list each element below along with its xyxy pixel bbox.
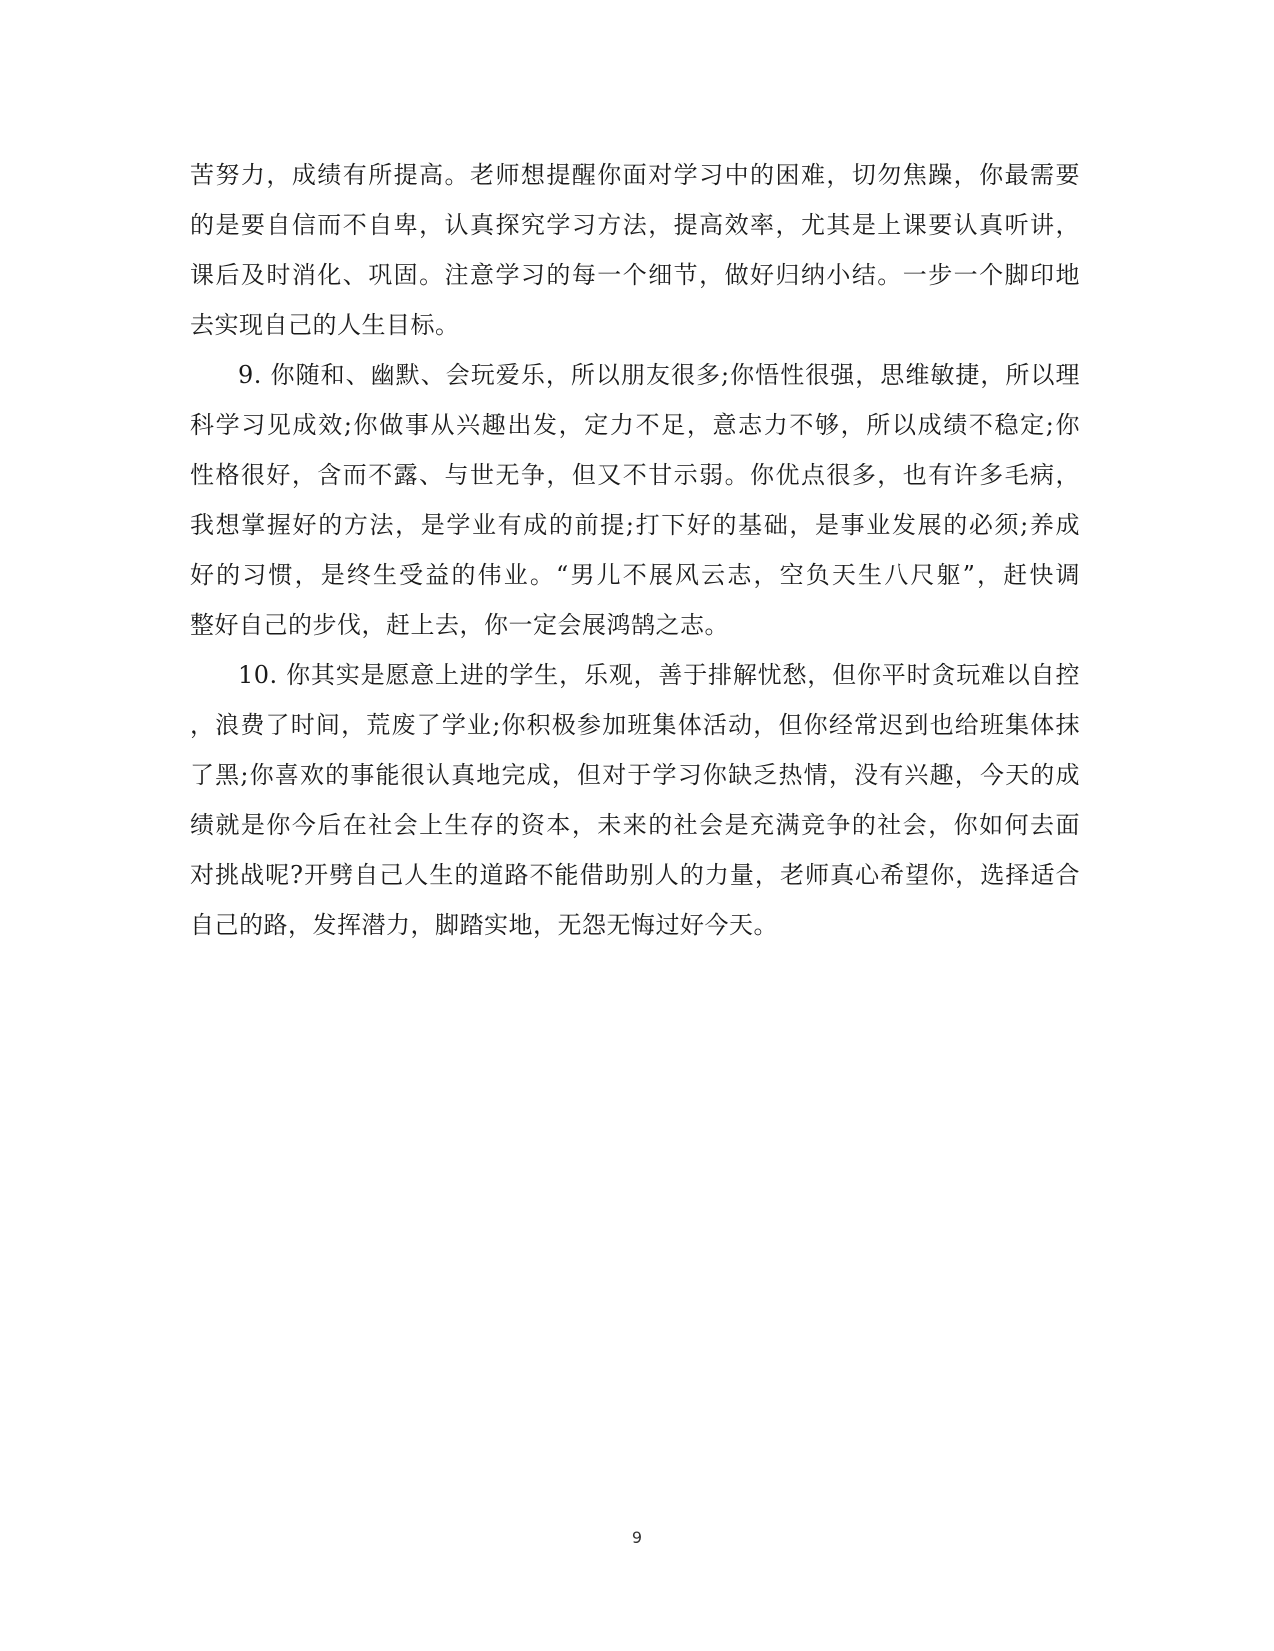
text-line: 整好自己的步伐，赶上去，你一定会展鸿鹄之志。: [190, 611, 729, 639]
text-line: 的是要自信而不自卑，认真探究学习方法，提高效率，尤其是上课要认真听讲，: [190, 211, 1080, 239]
text-line: 好的习惯，是终生受益的伟业。“男儿不展风云志，空负天生八尺躯”，赶快调: [190, 561, 1080, 589]
text-line: 性格很好，含而不露、与世无争，但又不甘示弱。你优点很多，也有许多毛病，: [190, 461, 1080, 489]
page-number: 9: [631, 1528, 643, 1547]
text-line: 科学习见成效;你做事从兴趣出发，定力不足，意志力不够，所以成绩不稳定;你: [190, 411, 1080, 439]
text-line: 我想掌握好的方法，是学业有成的前提;打下好的基础，是事业发展的必须;养成: [190, 511, 1080, 539]
text-line: 了黑;你喜欢的事能很认真地完成，但对于学习你缺乏热情，没有兴趣，今天的成: [190, 761, 1080, 789]
text-line: ，浪费了时间，荒废了学业;你积极参加班集体活动，但你经常迟到也给班集体抹: [190, 711, 1080, 739]
text-line: 去实现自己的人生目标。: [190, 311, 460, 339]
text-line: 苦努力，成绩有所提高。老师想提醒你面对学习中的困难，切勿焦躁，你最需要: [190, 161, 1080, 189]
text-line: 对挑战呢?开劈自己人生的道路不能借助别人的力量，老师真心希望你，选择适合: [190, 861, 1080, 889]
text-line: 课后及时消化、巩固。注意学习的每一个细节，做好归纳小结。一步一个脚印地: [190, 261, 1080, 289]
text-line: 9. 你随和、幽默、会玩爱乐，所以朋友很多;你悟性很强，思维敏捷，所以理: [238, 361, 1080, 389]
text-line: 绩就是你今后在社会上生存的资本，未来的社会是充满竞争的社会，你如何去面: [190, 811, 1080, 839]
body-text: [190, 150, 1080, 950]
text-line: 自己的路，发挥潜力，脚踏实地，无怨无悔过好今天。: [190, 911, 778, 939]
text-line: 10. 你其实是愿意上进的学生，乐观，善于排解忧愁，但你平时贪玩难以自控: [238, 661, 1080, 689]
